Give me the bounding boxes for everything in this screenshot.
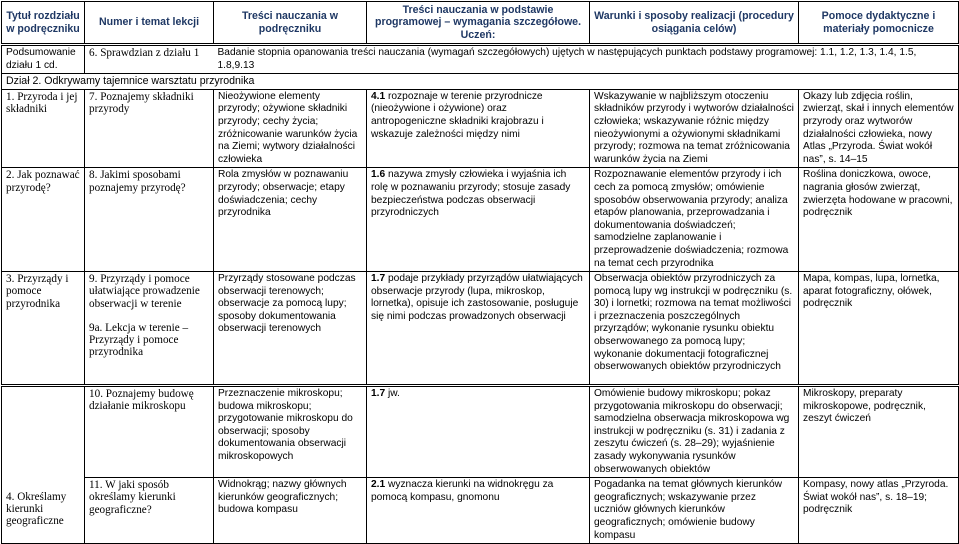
header-chapter-title: Tytuł rozdziału w podręczniku: [2, 2, 85, 45]
requirement-number: 4.1: [371, 90, 386, 102]
table-row: [2, 386, 959, 478]
methods-cell: Rozpoznawanie elementów przyrody i ich cech za pomocą zmysłów; omówienie sposobów obserwowania przyrody; analiza etapów planowania, przeprowadzania i dokumentowania doświadczeń; samodzielne zaplanowanie i przeprowadzenie doświadczenia; rozmowa na temat cech przyrodnika: [590, 168, 799, 272]
lesson-item: 9. Przyrządy i pomoce ułatwiające prowadzenie obserwacji w terenie: [89, 273, 200, 310]
content-cell: Nieożywione elementy przyrody; ożywione składniki przyrody; cechy życia; zróżnicowanie warunków życia na Ziemi; wytwory działalności człowieka: [214, 89, 367, 168]
table-row: [2, 272, 959, 386]
requirement-number: 2.1: [371, 479, 386, 491]
requirement-cell: [367, 386, 590, 478]
lesson-cell: [85, 272, 214, 386]
methods-cell: Wskazywanie w najbliższym otoczeniu składników przyrody i wytworów działalności człowieka; wskazywanie różnic między nieożywionymi a ożywionymi składnikami przyrody; rozmowa na temat zróżnicowania warunków życia na Ziemi: [590, 89, 799, 168]
content-cell: Przeznaczenie mikroskopu; budowa mikroskopu; przygotowanie mikroskopu do obserwacji; sposoby dokumentowania obserwacji mikroskopowych: [214, 386, 367, 478]
aids-cell: Okazy lub zdjęcia roślin, zwierząt, skał i innych elementów przyrody oraz wytworów działalności człowieka, nowy Atlas „Przyroda. Świat wokół nas”, s. 14–15: [799, 89, 959, 168]
content-cell: Przyrządy stosowane podczas obserwacji terenowych; obserwacje za pomocą lupy; sposoby dokumentowania obserwacji terenowych: [214, 272, 367, 386]
lesson-cell: 11. W jaki sposób określamy kierunki geograficzne?: [85, 478, 214, 544]
section-title: Dział 2. Odkrywamy tajemnice warsztatu przyrodnika: [2, 74, 959, 90]
content-cell: Widnokrąg; nazwy głównych kierunków geograficznych; budowa kompasu: [214, 478, 367, 544]
methods-cell: Pogadanka na temat głównych kierunków geograficznych; wskazywanie przez uczniów głównych kierunków geograficznych; omówienie budowy kompasu: [590, 478, 799, 544]
chapter-cell: 2. Jak poznawać przyrodę?: [2, 168, 85, 272]
requirement-cell: [367, 272, 590, 386]
requirement-text: podaje przykłady przyrządów ułatwiających obserwacje przyrody (lupa, mikroskop, lornetka), opisuje ich zastosowanie, posługuje się nimi podczas prowadzonych obserwacji: [371, 273, 583, 322]
requirement-number: 1.7: [371, 273, 386, 285]
requirement-text: rozpoznaje w terenie przyrodnicze (nieożywione i ożywione) oraz antropogeniczne składniki krajobrazu i wskazuje zależności między nimi: [371, 90, 544, 140]
summary-row: [2, 45, 959, 74]
table-row: [2, 89, 959, 168]
aids-cell: Roślina doniczkowa, owoce, nagrania głosów zwierząt, zwierzęta hodowane w pracowni, podręcznik: [799, 168, 959, 272]
header-lesson-number: Numer i temat lekcji: [85, 2, 214, 45]
chapter-cell: [2, 386, 85, 544]
aids-cell: Kompasy, nowy atlas „Przyroda. Świat wokół nas”, s. 18–19; podręcznik: [799, 478, 959, 544]
content-cell: Rola zmysłów w poznawaniu przyrody; obserwacje; etapy doświadczenia; cechy przyrodnika: [214, 168, 367, 272]
requirement-cell: [367, 89, 590, 168]
header-curriculum-text: Treści nauczania w podstawie programowej – wymagania szczegółowe.: [374, 3, 582, 29]
header-teaching-aids: Pomoce dydaktyczne i materiały pomocnicze: [799, 2, 959, 45]
chapter-title: 4. Określamy kierunki geograficzne: [6, 490, 67, 528]
header-methods: Warunki i sposoby realizacji (procedury osiągania celów): [590, 2, 799, 45]
lesson-item: 9a. Lekcja w terenie – Przyrządy i pomoce przyrodnika: [89, 321, 189, 359]
requirement-text: nazywa zmysły człowieka i wyjaśnia ich rolę w poznawaniu przyrody; stosuje zasady bezpieczeństwa podczas obserwacji przyrodniczych: [371, 169, 571, 219]
chapter-cell: 3. Przyrządy i pomoce przyrodnika: [2, 272, 85, 386]
requirement-number: 1.6: [371, 169, 386, 181]
lesson-plan-table: [1, 1, 959, 544]
summary-content: Badanie stopnia opanowania treści nauczania (wymagań szczegółowych) ujętych w następujących punktach podstawy programowej: 1.1, 1.2, 1.3, 1.4, 1.5, 1.8,9.13: [214, 45, 959, 74]
methods-cell: Omówienie budowy mikroskopu; pokaz przygotowania mikroskopu do obserwacji; samodzielna obserwacja mikroskopowa wg instrukcji w podręczniku (s. 31) i zadania z zeszytu ćwiczeń (s. 28–29); wyjaśnienie zasady wykonywania rysunków obserwowanych obiektów: [590, 386, 799, 478]
lesson-cell: 7. Poznajemy składniki przyrody: [85, 89, 214, 168]
summary-chapter: Podsumowanie działu 1 cd.: [2, 45, 85, 74]
aids-cell: Mapa, kompas, lupa, lornetka, aparat fotograficzny, ołówek, podręcznik: [799, 272, 959, 386]
chapter-cell: 1. Przyroda i jej składniki: [2, 89, 85, 168]
header-curriculum-content: [367, 2, 590, 45]
header-student-label: Uczeń:: [460, 28, 496, 41]
header-row: [2, 2, 959, 45]
table-row: [2, 168, 959, 272]
header-textbook-content: Treści nauczania w podręczniku: [214, 2, 367, 45]
summary-lesson: 6. Sprawdzian z działu 1: [85, 45, 214, 74]
lesson-cell: 8. Jakimi sposobami poznajemy przyrodę?: [85, 168, 214, 272]
requirement-text: wyznacza kierunki na widnokręgu za pomocą kompasu, gnomonu: [371, 479, 554, 503]
requirement-number: 1.7: [371, 388, 386, 400]
lesson-cell: 10. Poznajemy budowę działanie mikroskopu: [85, 386, 214, 478]
aids-cell: Mikroskopy, preparaty mikroskopowe, podręcznik, zeszyt ćwiczeń: [799, 386, 959, 478]
requirement-text: jw.: [385, 388, 400, 400]
section-row: [2, 74, 959, 90]
methods-cell: Obserwacja obiektów przyrodniczych za pomocą lupy wg instrukcji w podręczniku (s. 30) i lornetki; rozmowa na temat możliwości i przeznaczenia poszczególnych przyrządów; wykonanie rysunku obiektu obserwowanego za pomocą lupy; wykonanie dokumentacji fotograficznej obserwowanych obiektów przyrodniczych: [590, 272, 799, 386]
requirement-cell: [367, 168, 590, 272]
